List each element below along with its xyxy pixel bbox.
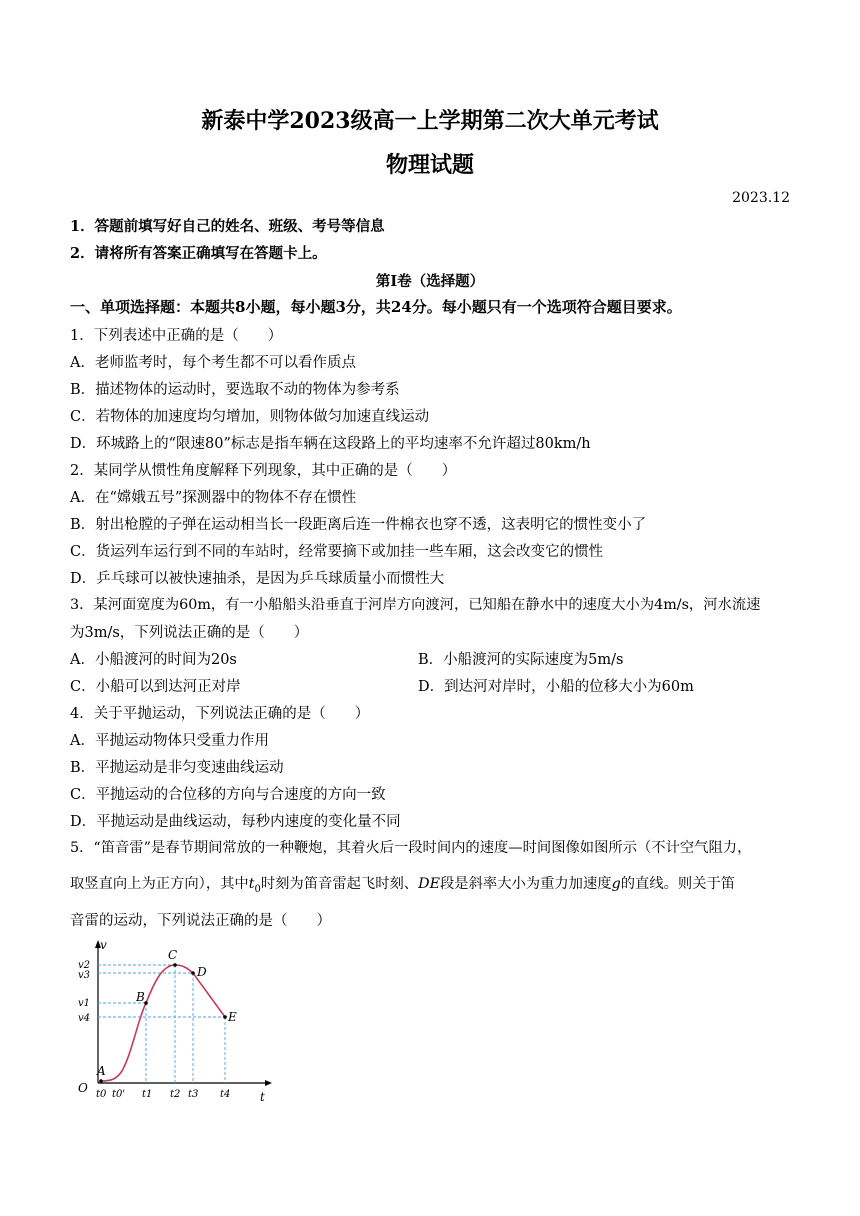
- t0-prime-label: t0': [112, 1089, 126, 1100]
- vt-graph-figure: [70, 935, 280, 1105]
- q5-text-part4: 的直线。则关于笛: [620, 876, 736, 892]
- v3-label: v3: [78, 970, 91, 981]
- q5-var-sub: 0: [254, 883, 261, 895]
- v2-label: v2: [78, 960, 91, 971]
- point-c-dot: [173, 963, 177, 967]
- q5-var-g: g: [611, 876, 621, 892]
- q3-stem-line1: 3．某河面宽度为60m，有一小船船头沿垂直于河岸方向渡河，已知船在静水中的速度大小为4m/s，河水流速: [70, 597, 761, 613]
- section-title: 第I卷（选择题）: [375, 273, 485, 290]
- q2-stem: 2．某同学从惯性角度解释下列现象，其中正确的是（ ）: [70, 463, 457, 479]
- t3-label: t3: [188, 1089, 199, 1100]
- t4-label: t4: [220, 1089, 231, 1100]
- exam-title: 新泰中学2023级高一上学期第二次大单元考试: [201, 108, 659, 134]
- q2-option-d: D．乒乓球可以被快速抽杀，是因为乒乓球质量小而惯性大: [70, 571, 445, 587]
- q2-option-b: B．射出枪膛的子弹在运动相当长一段距离后连一件棉衣也穿不透，这表明它的惯性变小了: [70, 517, 647, 533]
- q2-option-a: A．在“嫦娥五号”探测器中的物体不存在惯性: [70, 490, 357, 506]
- q2-option-c: C．货运列车运行到不同的车站时，经常要摘下或加挂一些车厢，这会改变它的惯性: [70, 544, 604, 560]
- q1-stem: 1．下列表述中正确的是（ ）: [70, 328, 283, 344]
- q4-option-b: B．平抛运动是非匀变速曲线运动: [70, 760, 284, 776]
- q5-var-t: t: [248, 876, 255, 892]
- t-axis-arrow: [265, 1080, 272, 1086]
- q3-option-c: C．小船可以到达河正对岸: [70, 679, 241, 695]
- point-a-dot: [99, 1079, 103, 1083]
- q4-option-c: C．平抛运动的合位移的方向与合速度的方向一致: [70, 787, 386, 803]
- q5-text-part2: 时刻为笛音雷起飞时刻、: [260, 876, 419, 892]
- q5-stem-line2: [70, 873, 735, 895]
- q5-text-part1: 取竖直向上为正方向），其中: [70, 876, 249, 892]
- v4-label: v4: [78, 1013, 91, 1024]
- axis-label-t: t: [260, 1090, 265, 1104]
- note-2: 2．请将所有答案正确填写在答题卡上。: [70, 245, 327, 262]
- origin-label: O: [78, 1081, 88, 1095]
- point-e-dot: [223, 1015, 227, 1019]
- part-title: 一、单项选择题：本题共8小题，每小题3分，共24分。每小题只有一个选项符合题目要求。: [70, 298, 682, 316]
- q1-option-a: A．老师监考时，每个考生都不可以看作质点: [70, 355, 356, 371]
- q5-stem-line1: 5．“笛音雷”是春节期间常放的一种鞭炮，其着火后一段时间内的速度—时间图像如图所示（不计空气阻力，: [70, 840, 752, 856]
- note-1: 1．答题前填写好自己的姓名、班级、考号等信息: [70, 218, 385, 235]
- q1-option-d: D．环城路上的“限速80”标志是指车辆在这段路上的平均速率不允许超过80km/h: [70, 436, 591, 452]
- q4-option-a: A．平抛运动物体只受重力作用: [70, 733, 269, 749]
- t1-label: t1: [142, 1089, 153, 1100]
- q1-option-c: C．若物体的加速度均匀增加，则物体做匀加速直线运动: [70, 409, 430, 425]
- q5-text-part3: 段是斜率大小为重力加速度: [440, 876, 612, 892]
- v1-label: v1: [78, 998, 91, 1009]
- q3-stem-line2: 为3m/s，下列说法正确的是（ ）: [70, 625, 309, 641]
- guide-lines: [98, 965, 225, 1083]
- exam-subtitle: 物理试题: [385, 152, 474, 178]
- q3-option-d: D．到达河对岸时，小船的位移大小为60m: [418, 679, 694, 695]
- point-e-label: E: [228, 1010, 237, 1024]
- axis-label-v: v: [100, 938, 107, 952]
- q5-var-de: DE: [418, 876, 441, 892]
- q5-stem-line3: 音雷的运动，下列说法正确的是（ ）: [70, 913, 331, 929]
- point-d-dot: [191, 971, 195, 975]
- point-b-label: B: [136, 990, 145, 1004]
- curve-points: [99, 963, 227, 1083]
- t2-label: t2: [170, 1089, 181, 1100]
- point-d-label: D: [197, 965, 207, 979]
- q3-option-a: A．小船渡河的时间为20s: [70, 652, 237, 668]
- vt-curve: [101, 965, 225, 1081]
- t0-label: t0: [96, 1089, 107, 1100]
- q1-option-b: B．描述物体的运动时，要选取不动的物体为参考系: [70, 382, 400, 398]
- q4-option-d: D．平抛运动是曲线运动，每秒内速度的变化量不同: [70, 814, 401, 830]
- point-a-label: A: [97, 1064, 106, 1078]
- q4-stem: 4．关于平抛运动，下列说法正确的是（ ）: [70, 706, 370, 722]
- point-c-label: C: [168, 948, 178, 962]
- exam-date: 2023.12: [732, 190, 790, 206]
- q3-option-b: B．小船渡河的实际速度为5m/s: [418, 652, 624, 668]
